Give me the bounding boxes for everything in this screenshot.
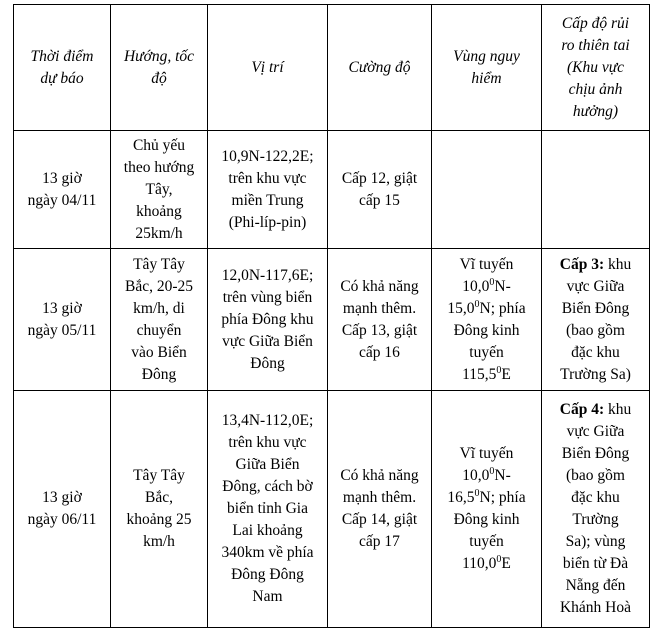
risk-level-cell xyxy=(542,249,650,391)
danger-lat-b: 15,0 xyxy=(447,299,475,317)
degree-mark: 0 xyxy=(474,298,480,310)
intensity-cell: Có khả năng mạnh thêm. Cấp 13, giật cấp 16 xyxy=(328,249,432,391)
table-row xyxy=(14,391,650,628)
degree-mark: 0 xyxy=(489,465,495,477)
direction-speed-cell: Chủ yếu theo hướng Tây, khoảng 25km/h xyxy=(111,131,208,249)
direction-speed-cell: Tây Tây Bắc, 20-25 km/h, di chuyển vào Biển Đông xyxy=(111,249,208,391)
danger-lat-suffix: N- xyxy=(494,467,511,484)
forecast-time-cell: 13 giờ ngày 05/11 xyxy=(14,249,111,391)
storm-forecast-table xyxy=(13,4,650,628)
table-row xyxy=(14,249,650,391)
danger-lon-prefix: N; phía Đông kinh tuyến xyxy=(453,489,526,550)
danger-lon: 110,0 xyxy=(462,555,497,572)
danger-lat-suffix: N- xyxy=(494,277,511,295)
degree-mark: 0 xyxy=(474,487,480,499)
risk-area: khu vực Giữa Biển Đông (bao gồm đặc khu Trường Sa); vùng biển từ Đà Nẵng đến Khánh Hoà xyxy=(559,401,632,616)
intensity-cell: Có khả năng mạnh thêm. Cấp 14, giật cấp 17 xyxy=(328,391,432,628)
position-cell: 10,9N-122,2E; trên khu vực miền Trung (Phi-líp-pin) xyxy=(208,131,328,249)
danger-lon-suffix: E xyxy=(501,555,511,572)
danger-lon: 115,5 xyxy=(462,365,497,383)
header-position: Vị trí xyxy=(208,5,328,131)
header-direction-speed: Hướng, tốc độ xyxy=(111,5,208,131)
danger-zone-cell xyxy=(432,249,542,391)
degree-mark: 0 xyxy=(489,276,495,288)
degree-mark: 0 xyxy=(496,553,502,565)
danger-zone-cell xyxy=(432,131,542,249)
direction-speed-cell: Tây Tây Bắc, khoảng 25 km/h xyxy=(111,391,208,628)
danger-prefix: Vĩ tuyến xyxy=(459,255,514,273)
danger-lon-prefix: N; phía Đông kinh tuyến xyxy=(453,299,526,361)
risk-level-cell xyxy=(542,131,650,249)
danger-lat-b: 16,5 xyxy=(447,489,475,506)
danger-lat-a: 10,0 xyxy=(462,277,490,295)
position-cell: 13,4N-112,0E; trên khu vực Giữa Biển Đông, cách bờ biển tỉnh Gia Lai khoảng 340km về phía Đông Đông Nam xyxy=(208,391,328,628)
header-row xyxy=(14,5,650,131)
intensity-cell: Cấp 12, giật cấp 15 xyxy=(328,131,432,249)
risk-area: khu vực Giữa Biển Đông (bao gồm đặc khu Trường Sa) xyxy=(560,255,632,383)
danger-zone-cell xyxy=(432,391,542,628)
danger-lon-suffix: E xyxy=(501,365,511,383)
risk-level-label: Cấp 4: xyxy=(559,401,605,418)
table-row xyxy=(14,131,650,249)
risk-level-cell xyxy=(542,391,650,628)
header-risk-level: Cấp độ rủi ro thiên tai (Khu vực chịu ảnh hưởng) xyxy=(542,5,650,131)
header-danger-zone: Vùng nguy hiểm xyxy=(432,5,542,131)
position-cell: 12,0N-117,6E; trên vùng biển phía Đông khu vực Giữa Biển Đông xyxy=(208,249,328,391)
risk-level-label: Cấp 3: xyxy=(559,255,605,273)
header-forecast-time: Thời điểm dự báo xyxy=(14,5,111,131)
danger-prefix: Vĩ tuyến xyxy=(459,445,514,462)
danger-lat-a: 10,0 xyxy=(462,467,490,484)
degree-mark: 0 xyxy=(496,364,502,376)
header-intensity: Cường độ xyxy=(328,5,432,131)
forecast-time-cell: 13 giờ ngày 06/11 xyxy=(14,391,111,628)
forecast-time-cell: 13 giờ ngày 04/11 xyxy=(14,131,111,249)
